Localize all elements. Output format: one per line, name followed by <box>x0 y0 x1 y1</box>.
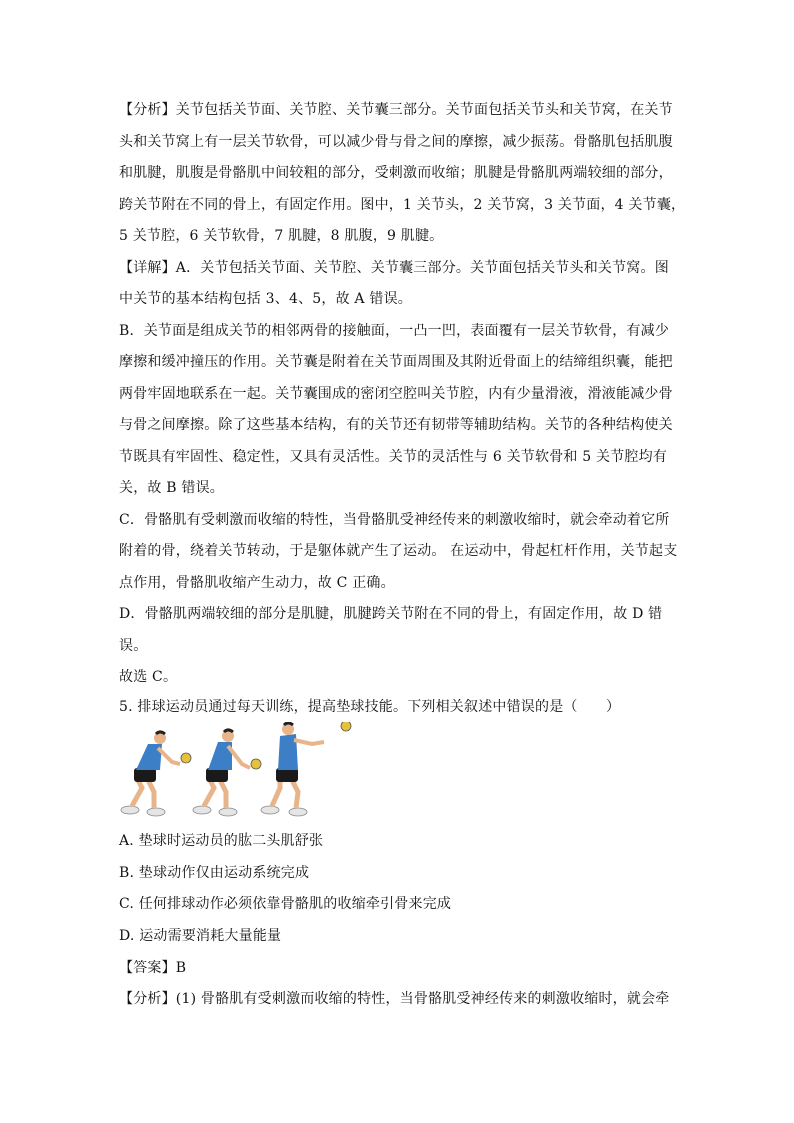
volleyball-players-figure <box>118 722 358 822</box>
analysis-line: 【分析】(1) 骨骼肌有受刺激而收缩的特性，当骨骼肌受神经传来的刺激收缩时，就会牵 <box>119 991 670 1007</box>
option-b: B. 垫球动作仅由运动系统完成 <box>119 865 310 881</box>
paragraph-line: 两骨牢固地联系在一起。关节囊围成的密闭空腔叫关节腔，内有少量滑液，滑液能减少骨 <box>119 386 673 402</box>
option-a: A. 垫球时运动员的肱二头肌舒张 <box>119 833 324 849</box>
player-figure <box>121 732 191 816</box>
paragraph-line: 5 关节腔，6 关节软骨，7 肌腱，8 肌腹，9 肌腱。 <box>119 228 444 244</box>
paragraph-line: B．关节面是组成关节的相邻两骨的接触面，一凸一凹，表面覆有一层关节软骨，有减少 <box>119 323 670 339</box>
paragraph-line: 跨关节附在不同的骨上，有固定作用。图中，1 关节头，2 关节窝，3 关节面，4 关节囊， <box>119 197 686 213</box>
paragraph-line: 与骨之间摩擦。除了这些基本结构，有的关节还有韧带等辅助结构。关节的各种结构使关 <box>119 417 673 433</box>
paragraph-line: 【详解】A．关节包括关节面、关节腔、关节囊三部分。关节面包括关节头和关节窝。图 <box>119 260 669 276</box>
paragraph-line: 【分析】关节包括关节面、关节腔、关节囊三部分。关节面包括关节头和关节窝，在关节 <box>119 102 673 118</box>
question-stem: 5. 排球运动员通过每天训练，提高垫球技能。下列相关叙述中错误的是（ ） <box>119 699 621 715</box>
paragraph-line: 节既具有牢固性、稳定性，又具有灵活性。关节的灵活性与 6 关节软骨和 5 关节腔均有 <box>119 449 668 465</box>
paragraph-line: 和肌腱，肌腹是骨骼肌中间较粗的部分，受刺激而收缩；肌腱是骨骼肌两端较细的部分， <box>119 165 673 181</box>
paragraph-line: 附着的骨，绕着关节转动，于是躯体就产生了运动。 在运动中，骨起杠杆作用，关节起支 <box>119 543 678 559</box>
paragraph-line: 头和关节窝上有一层关节软骨，可以减少骨与骨之间的摩擦，减少振荡。骨骼肌包括肌腹 <box>119 134 673 150</box>
paragraph-line: C．骨骼肌有受刺激而收缩的特性，当骨骼肌受神经传来的刺激收缩时，就会牵动着它所 <box>119 512 670 528</box>
option-d: D. 运动需要消耗大量能量 <box>119 928 282 944</box>
answer-line: 【答案】B <box>119 960 187 976</box>
paragraph-line: D．骨骼肌两端较细的部分是肌腱，肌腱跨关节附在不同的骨上，有固定作用，故 D 错 <box>119 606 663 622</box>
paragraph-line: 点作用，骨骼肌收缩产生动力，故 C 正确。 <box>119 575 395 591</box>
paragraph-line: 摩擦和缓冲撞压的作用。关节囊是附着在关节面周围及其附近骨面上的结缔组织囊，能把 <box>119 354 673 370</box>
paragraph-line: 误。 <box>119 638 148 654</box>
option-c: C. 任何排球动作必须依靠骨骼肌的收缩牵引骨来完成 <box>119 896 452 912</box>
player-figure <box>193 730 261 816</box>
paragraph-line: 关，故 B 错误。 <box>119 480 224 496</box>
paragraph-line: 故选 C。 <box>119 669 178 685</box>
paragraph-line: 中关节的基本结构包括 3、4、5，故 A 错误。 <box>119 291 412 307</box>
player-figure <box>261 722 351 816</box>
